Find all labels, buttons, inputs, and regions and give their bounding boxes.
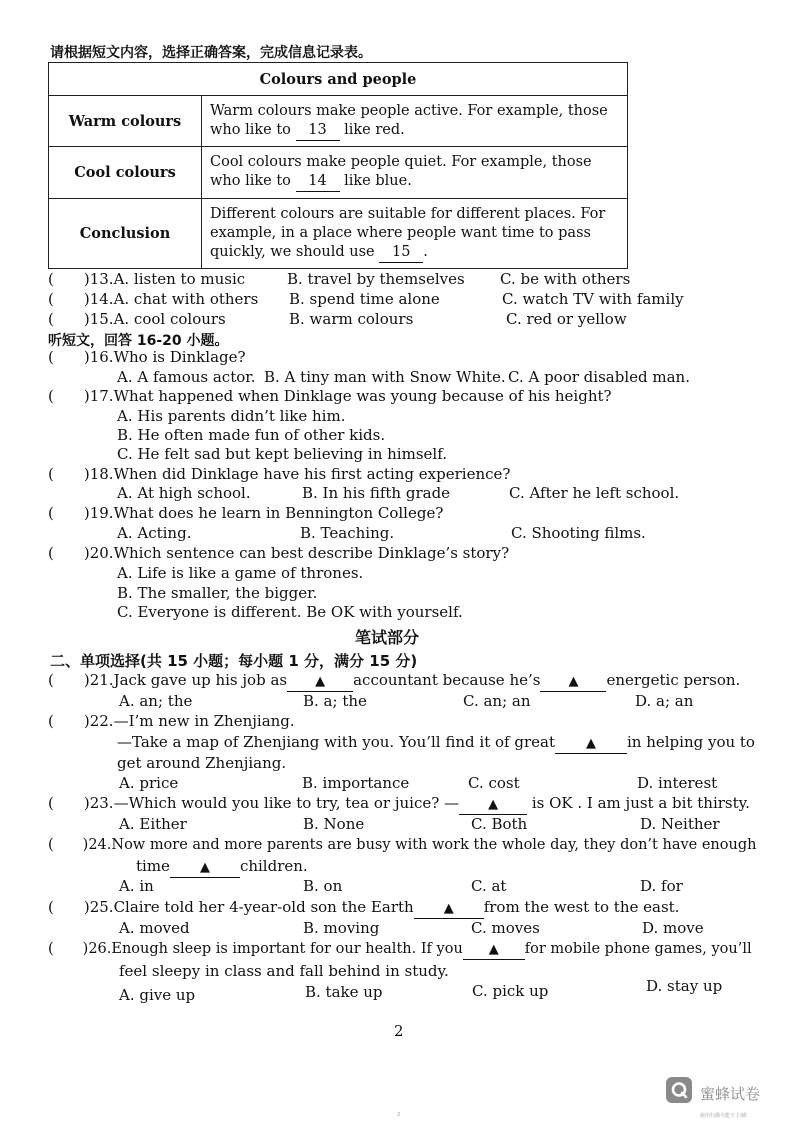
option-a[interactable]: A. listen to music (113, 270, 246, 288)
option-b[interactable]: B. importance (302, 774, 410, 792)
answer-blank[interactable] (540, 671, 606, 692)
table-row-label: Cool colours (49, 147, 202, 199)
table-row-content: Different colours are suitable for different places. For example, in a place where people want time to pass quickly, we should use 15 . (202, 199, 628, 269)
answer-blank[interactable] (287, 671, 353, 692)
option-b[interactable]: B. Teaching. (300, 524, 395, 542)
question-17: ( )17.What happened when Dinklage was young because of his height? (48, 387, 612, 405)
triangle-marker-icon: ▲ (443, 901, 454, 916)
question-25: ( )25.Claire told her 4-year-old son the Earth ▲ from the west to the east. (48, 898, 679, 919)
option-d[interactable]: D. a; an (635, 692, 694, 710)
bee-logo-icon (666, 1077, 692, 1103)
option-b[interactable]: B. He often made fun of other kids. (117, 426, 386, 444)
option-c[interactable]: C. Shooting films. (511, 524, 646, 542)
option-a[interactable]: A. At high school. (117, 484, 251, 502)
option-c[interactable]: C. be with others (500, 270, 631, 288)
question-20: ( )20.Which sentence can best describe Dinklage’s story? (48, 544, 510, 562)
option-a[interactable]: A. price (119, 774, 179, 792)
option-a[interactable]: A. Either (119, 815, 187, 833)
option-d[interactable]: D. for (640, 877, 683, 895)
option-b[interactable]: B. travel by themselves (287, 270, 465, 288)
answer-blank[interactable] (170, 857, 240, 878)
option-c[interactable]: C. moves (471, 919, 540, 937)
option-c[interactable]: C. A poor disabled man. (508, 368, 690, 386)
triangle-marker-icon: ▲ (585, 736, 596, 751)
table-row-label: Warm colours (49, 96, 202, 147)
question-22-line-3: get around Zhenjiang. (117, 754, 287, 772)
option-a[interactable]: A. cool colours (113, 310, 226, 328)
instruction-heading: 请根据短文内容，选择正确答案，完成信息记录表。 (50, 45, 372, 61)
question-21: ( )21.Jack gave up his job as ▲ accountant because he’s ▲ energetic person. (48, 671, 740, 692)
logo-q-icon (666, 1077, 692, 1103)
option-b[interactable]: B. on (303, 877, 343, 895)
answer-blank[interactable] (459, 794, 527, 815)
answer-blank[interactable] (555, 733, 627, 754)
question-22-line-2: —Take a map of Zhenjiang with you. You’ll find it of great ▲ in helping you to (117, 733, 755, 754)
option-b[interactable]: B. a; the (303, 692, 367, 710)
option-b[interactable]: B. None (303, 815, 365, 833)
written-section-title: 笔试部分 (355, 628, 420, 647)
question-26-line-2: feel sleepy in class and fall behind in study. (119, 962, 449, 980)
answer-blank[interactable] (414, 898, 484, 919)
option-c[interactable]: C. After he left school. (509, 484, 680, 502)
question-23: ( )23.—Which would you like to try, tea or juice? — ▲ is OK . I am just a bit thirsty. (48, 794, 750, 815)
table-row-content: Cool colours make people quiet. For example, those who like to 14 like blue. (202, 147, 628, 199)
option-b[interactable]: B. take up (305, 983, 383, 1001)
info-table (48, 62, 628, 269)
option-a[interactable]: A. give up (119, 986, 196, 1004)
scanner-note: 使用扫描全能王 扫描 (700, 1113, 747, 1119)
option-a[interactable]: A. Acting. (117, 524, 192, 542)
triangle-marker-icon: ▲ (488, 942, 499, 957)
triangle-marker-icon: ▲ (199, 860, 210, 875)
option-d[interactable]: D. move (642, 919, 704, 937)
option-c[interactable]: C. at (471, 877, 507, 895)
answer-blank[interactable]: 15 (379, 243, 423, 263)
table-title: Colours and people (49, 63, 628, 96)
option-c[interactable]: C. watch TV with family (502, 290, 684, 308)
option-b[interactable]: B. The smaller, the bigger. (117, 584, 318, 602)
option-b[interactable]: B. warm colours (289, 310, 414, 328)
question-13: ( )13.A. listen to music (48, 270, 246, 288)
watermark-text: 蜜蜂试卷 (700, 1085, 761, 1103)
footer-small-number: 2 (397, 1112, 401, 1118)
option-c[interactable]: C. Everyone is different. Be OK with yourself. (117, 603, 463, 621)
option-d[interactable]: D. stay up (646, 977, 723, 995)
answer-blank[interactable] (463, 940, 525, 960)
question-18: ( )18.When did Dinklage have his first acting experience? (48, 465, 511, 483)
option-c[interactable]: C. red or yellow (506, 310, 627, 328)
question-19: ( )19.What does he learn in Bennington College? (48, 504, 444, 522)
option-a[interactable]: A. Life is like a game of thrones. (117, 564, 364, 582)
option-c[interactable]: C. He felt sad but kept believing in himself. (117, 445, 447, 463)
table-row-content: Warm colours make people active. For example, those who like to 13 like red. (202, 96, 628, 147)
question-15: ( )15.A. cool colours (48, 310, 226, 328)
page-number: 2 (394, 1022, 404, 1040)
option-a[interactable]: A. in (119, 877, 154, 895)
triangle-marker-icon: ▲ (315, 674, 326, 689)
option-d[interactable]: D. Neither (640, 815, 720, 833)
triangle-marker-icon: ▲ (568, 674, 579, 689)
listening-instruction: 听短文，回答 16-20 小题。 (48, 333, 229, 349)
option-b[interactable]: B. spend time alone (289, 290, 440, 308)
option-a[interactable]: A. His parents didn’t like him. (117, 407, 346, 425)
option-d[interactable]: D. interest (637, 774, 718, 792)
option-b[interactable]: B. moving (303, 919, 380, 937)
triangle-marker-icon: ▲ (488, 797, 499, 812)
option-a[interactable]: A. moved (119, 919, 190, 937)
section-2-heading: 二、单项选择(共 15 小题；每小题 1 分，满分 15 分) (50, 652, 418, 670)
option-c[interactable]: C. Both (471, 815, 528, 833)
question-26: ( )26.Enough sleep is important for our health. If you ▲ for mobile phone games, you’ll (48, 940, 752, 960)
answer-blank[interactable]: 14 (296, 172, 340, 192)
question-24: ( )24.Now more and more parents are busy with work the whole day, they don’t have enough (48, 837, 757, 853)
answer-blank[interactable]: 13 (296, 121, 340, 141)
question-24-line-2: time ▲ children. (136, 857, 308, 878)
option-a[interactable]: A. A famous actor. (117, 368, 256, 386)
question-16: ( )16.Who is Dinklage? (48, 348, 246, 366)
option-b[interactable]: B. In his fifth grade (302, 484, 451, 502)
option-a[interactable]: A. an; the (119, 692, 193, 710)
option-c[interactable]: C. an; an (463, 692, 531, 710)
table-row-label: Conclusion (49, 199, 202, 269)
option-b[interactable]: B. A tiny man with Snow White. (264, 368, 506, 386)
question-22: ( )22.—I’m new in Zhenjiang. (48, 712, 295, 730)
option-a[interactable]: A. chat with others (113, 290, 259, 308)
option-c[interactable]: C. cost (468, 774, 520, 792)
question-14: ( )14.A. chat with others (48, 290, 259, 308)
option-c[interactable]: C. pick up (472, 982, 549, 1000)
